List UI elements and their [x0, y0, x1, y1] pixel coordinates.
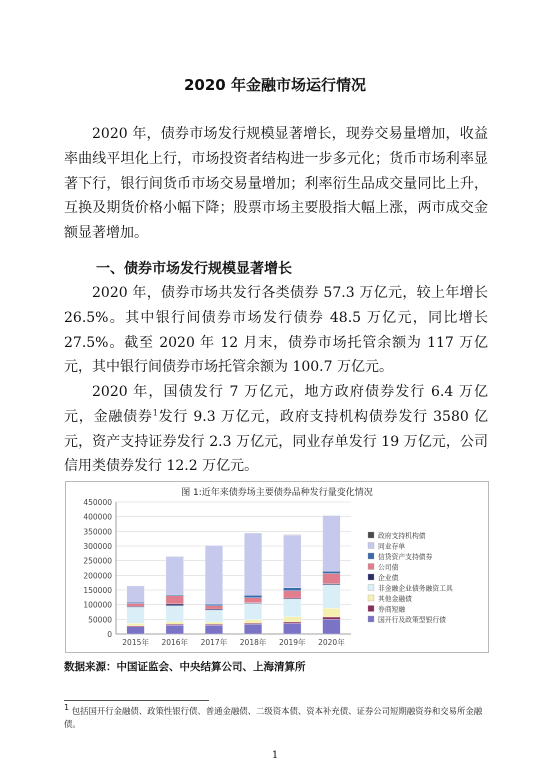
bar-segment — [244, 598, 262, 603]
section-heading: 一、债券市场发行规模显著增长 — [96, 261, 292, 277]
legend-swatch — [368, 595, 374, 601]
bar-segment — [323, 617, 341, 619]
legend-label: 国开行及政策型银行债 — [378, 616, 446, 624]
bar-segment — [323, 571, 341, 573]
bar-segment — [127, 623, 145, 625]
page-number: 1 — [271, 750, 279, 761]
bar-segment — [283, 617, 301, 622]
footnote-divider — [64, 700, 209, 701]
bar-segment — [323, 574, 341, 584]
bar-segment — [127, 627, 145, 634]
bar-segment — [323, 585, 341, 608]
x-tick-label: 2017年 — [200, 638, 228, 647]
bond-issuance-text: 2020 年，债券市场共发行各类债券 57.3 万亿元，较上年增长 26.5%。其中银行间债券市场发行债券 48.5 万亿元，同比增长 27.5%。截至 2020 年 12 月末，债券市场托管余额为 117 万亿元，其中银行间债券市场托管余额为 100.7 万亿元。 — [64, 285, 488, 376]
bar-segment — [166, 606, 184, 622]
legend-swatch — [368, 553, 374, 559]
x-tick-label: 2020年 — [318, 638, 345, 647]
y-tick-label: 350000 — [83, 527, 112, 537]
x-tick-label: 2018年 — [239, 638, 267, 647]
chart-canvas — [66, 482, 488, 652]
legend-label: 非金融企业债务融资工具 — [378, 584, 453, 593]
bar-segment — [205, 622, 223, 624]
legend-swatch — [368, 585, 374, 591]
legend-swatch — [368, 606, 374, 612]
legend-label: 企业债 — [378, 574, 399, 582]
bar-segment — [283, 598, 301, 599]
bar-segment — [127, 603, 145, 606]
bar-segment — [166, 624, 184, 625]
legend-swatch — [368, 532, 374, 538]
legend-label: 同业存单 — [378, 542, 406, 551]
bar-segment — [127, 602, 145, 603]
bar-segment — [205, 545, 223, 604]
bar-segment — [283, 588, 301, 591]
bar-segment — [323, 515, 341, 571]
footnote — [64, 705, 484, 731]
legend-label: 信贷资产支持债券 — [378, 553, 433, 561]
bond-types-paragraph — [64, 380, 488, 479]
bar-segment — [166, 596, 184, 604]
legend-label: 政府支持机构债 — [378, 532, 426, 540]
y-tick-label: 0 — [107, 630, 112, 639]
bar-segment — [323, 584, 341, 585]
bar-segment — [283, 599, 301, 617]
legend-label: 公司债 — [378, 563, 399, 572]
bar-segment — [205, 610, 223, 622]
chart-title: 图 1:近年来债券场主要债券品种发行量变化情况 — [181, 488, 373, 498]
bar-segment — [283, 622, 301, 623]
legend-swatch — [368, 564, 374, 570]
bar-segment — [166, 556, 184, 594]
y-tick-label: 150000 — [83, 586, 112, 595]
footnote-mark: 1 — [64, 703, 70, 713]
footnote-ref[interactable]: 1 — [152, 408, 158, 418]
x-tick-label: 2019年 — [278, 638, 306, 647]
bond-types-text-a: 2020 年，国债发行 7 万亿元，地方政府债券发行 6.4 万亿元，金融债券 — [64, 384, 488, 425]
bar-segment — [205, 609, 223, 610]
bar-segment — [166, 604, 184, 606]
bar-segment — [283, 623, 301, 634]
bar-segment — [244, 533, 262, 595]
intro-text: 2020 年，债券市场发行规模显著增长，现券交易量增加，收益率曲线平坦化上行，市场投资者结构进一步多元化；货币市场利率显著下行，银行间货币市场交易量增加；利率衍生品成交量同比上升，互换及期货价格小幅下降；股票市场主要股指大幅上涨，两市成交金额显著增加。 — [64, 126, 488, 242]
document-title: 2020 年金融市场运行情况 — [184, 76, 366, 94]
bar-segment — [323, 619, 341, 634]
y-tick-label: 400000 — [83, 512, 112, 522]
bar-segment — [244, 624, 262, 634]
intro-paragraph — [64, 122, 488, 246]
data-source: 数据来源：中国证监会、中央结算公司、上海清算所 — [64, 661, 306, 673]
y-tick-label: 300000 — [83, 542, 112, 551]
bar-segment — [166, 595, 184, 596]
bar-segment — [283, 535, 301, 588]
y-tick-label: 100000 — [83, 600, 112, 610]
bond-issuance-paragraph — [64, 281, 488, 380]
bar-segment — [166, 625, 184, 634]
x-tick-label: 2016年 — [161, 638, 189, 647]
bar-segment — [244, 623, 262, 624]
bond-issuance-chart — [65, 481, 489, 653]
legend-swatch — [368, 616, 374, 622]
y-tick-label: 200000 — [83, 571, 112, 581]
legend-swatch — [368, 543, 374, 549]
legend-swatch — [368, 574, 374, 580]
bar-segment — [127, 607, 145, 623]
bar-segment — [127, 586, 145, 602]
footnote-text: 包括国开行金融债、政策性银行债、普通金融债、二级资本债、资本补充债、证券公司短期融资券和交易所金融债。 — [64, 706, 483, 729]
bar-segment — [283, 591, 301, 598]
legend-label: 其他金融债 — [378, 595, 412, 603]
y-tick-label: 450000 — [83, 498, 112, 507]
bar-segment — [323, 608, 341, 617]
bond-types-text-b: 发行 9.3 万亿元，政府支持机构债券发行 3580 亿元，资产支持证券发行 2.3 万亿元，同业存单发行 19 万亿元，公司信用类债券发行 12.2 万亿元。 — [64, 408, 488, 475]
bar-segment — [244, 603, 262, 619]
x-tick-label: 2015年 — [122, 638, 149, 647]
bar-segment — [244, 595, 262, 598]
legend-label: 券商短融 — [378, 605, 406, 614]
bar-segment — [166, 622, 184, 624]
bar-segment — [205, 604, 223, 606]
y-tick-label: 250000 — [83, 556, 112, 566]
bar-segment — [244, 620, 262, 624]
y-tick-label: 50000 — [88, 615, 112, 625]
bar-segment — [205, 625, 223, 634]
bar-segment — [205, 606, 223, 609]
